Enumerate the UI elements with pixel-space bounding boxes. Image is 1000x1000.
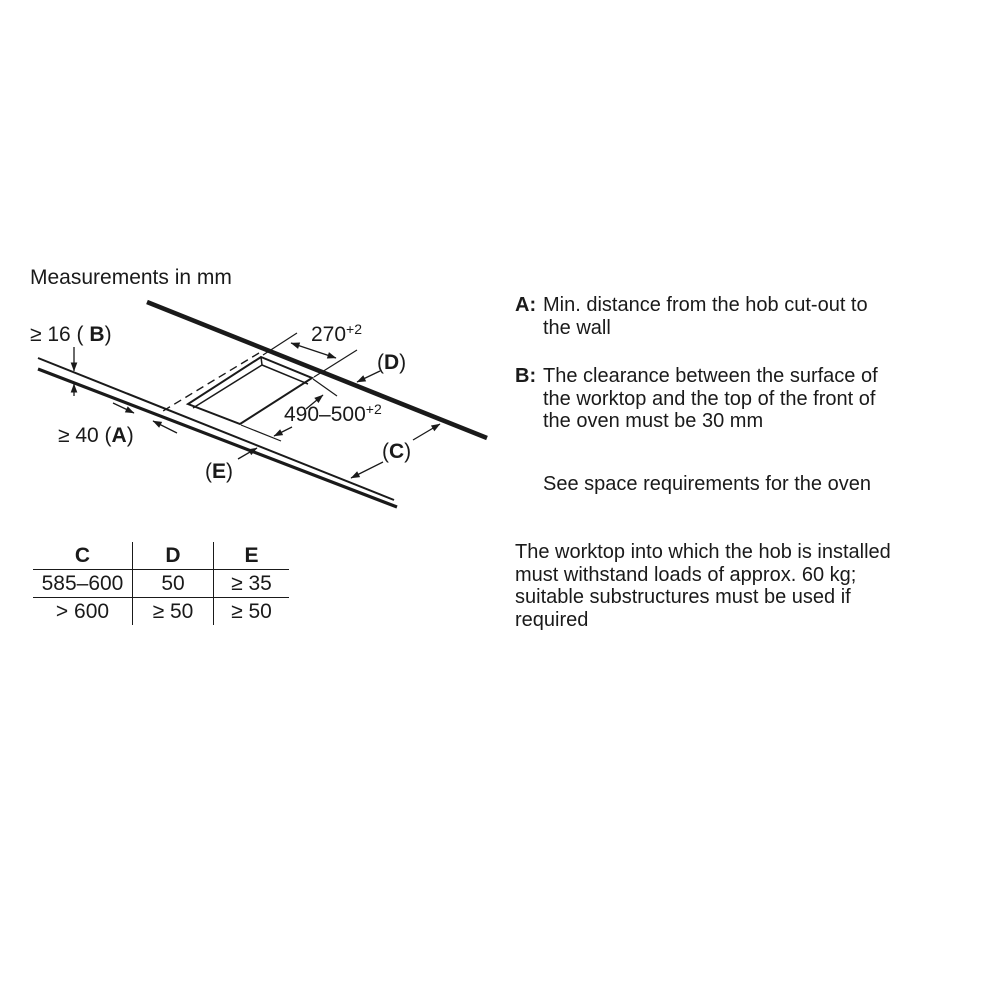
table-cell: > 600 [33,598,133,626]
table-cell: ≥ 50 [231,599,272,623]
label-c: (C) [382,440,412,463]
label-c-leader-wall [413,424,440,440]
table-header-c: C [33,542,133,570]
dim-490-extension-bottom [241,425,281,441]
cutout-rim-left [193,365,262,408]
dim-a-arrow-left [153,421,177,433]
note-b-label: B: [515,365,537,387]
note-load [515,541,891,632]
note-space-requirements: See space requirements for the oven [543,473,871,495]
dim-490-extension-top [313,379,337,396]
label-d: (D) [377,351,407,374]
note-a-label: A: [515,294,537,316]
table-header-d: D [133,542,214,570]
clearance-table [33,542,289,625]
dim-270-extension-left [263,333,297,355]
dim-a-label: ≥ 40 (A) [58,424,134,447]
note-b [515,365,878,433]
note-a-text: Min. distance from the hob cut-out to the wall [543,294,868,339]
note-a [515,294,868,339]
dim-270-extension-right [314,350,357,377]
cutout-rim-corner [261,357,262,365]
dim-490-label: $490-500^{+2}$ [284,401,382,426]
table-cell: 585–600 [33,570,133,598]
dim-b-label: ≥ 16 ( B) [30,323,112,346]
hidden-reference-dashed-line [163,353,259,411]
label-c-leader-front [351,462,383,478]
hob-installation-diagram [0,250,520,540]
table-header-e: E [214,542,290,570]
dim-270-label: $270^{+2}$ [311,321,363,346]
diagram-title: Measurements in mm [30,266,232,289]
dim-490-arrow-down [274,427,292,436]
table-row [33,570,289,598]
label-e: (E) [205,460,234,483]
note-b-text: The clearance between the surface of the worktop and the top of the front of the oven must be 30 mm [543,365,878,433]
table-cell: 50 [133,570,214,598]
table-header-row [33,542,289,570]
table-cell: ≥ 35 [214,570,290,598]
note-load-text: The worktop into which the hob is installed must withstand loads of approx. 60 kg; suitable substructures must be used if required [515,541,891,632]
table-cell: ≥ 50 [133,598,214,626]
table-row [33,598,289,626]
